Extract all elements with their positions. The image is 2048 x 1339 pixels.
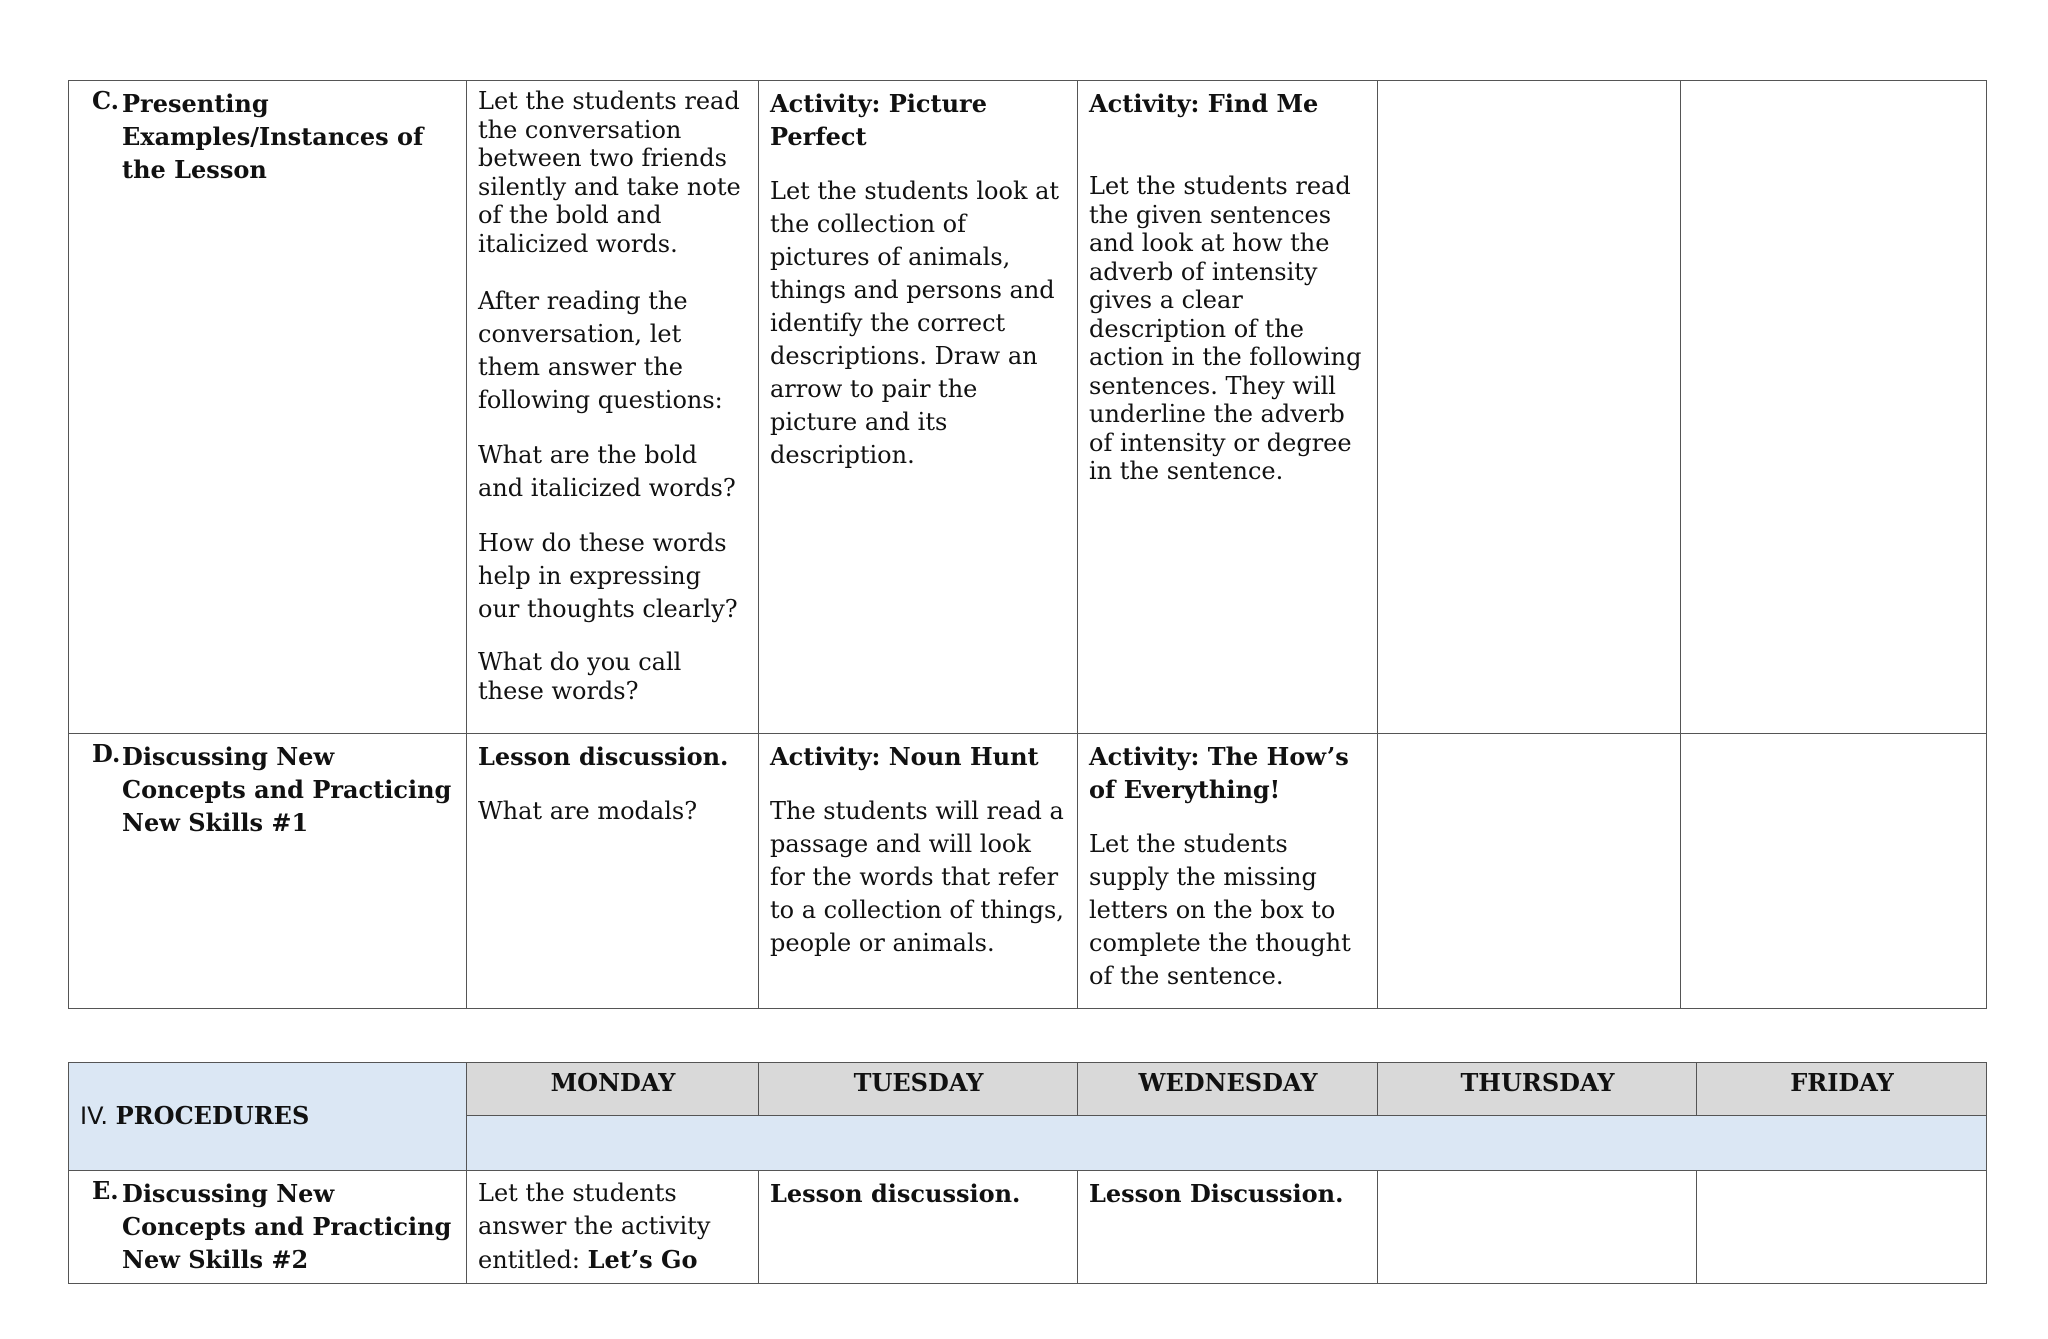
cell-d-monday-title: Lesson discussion. — [478, 742, 729, 771]
cell-d-friday — [1681, 734, 1987, 1009]
cell-c-monday-p2: After reading the conversation, let them answer the following questions: — [478, 287, 723, 414]
lesson-plan-table-top — [68, 80, 1987, 1009]
cell-d-monday — [467, 734, 759, 1009]
cell-e-friday — [1697, 1171, 1987, 1284]
row-label-d — [69, 734, 467, 1009]
day-header-monday: MONDAY — [467, 1063, 759, 1116]
cell-c-monday-p3: What are the bold and italicized words? — [478, 441, 736, 502]
day-header-row — [69, 1063, 1987, 1116]
procedures-roman: IV. — [80, 1102, 109, 1131]
cell-d-tuesday-body: The students will read a passage and will look for the words that refer to a collection of things, people or animals. — [770, 797, 1064, 957]
cell-c-monday-p4: How do these words help in expressing our thoughts clearly? — [478, 529, 738, 623]
cell-e-tuesday: Lesson discussion. — [759, 1171, 1078, 1284]
row-label-e — [69, 1171, 467, 1284]
cell-e-monday-text: Let the students answer the activity entitled: — [478, 1179, 711, 1274]
cell-c-tuesday-title: Activity: Picture Perfect — [770, 89, 987, 151]
cell-e-monday-bold: Let’s Go — [587, 1245, 698, 1274]
procedures-label: PROCEDURES — [115, 1101, 310, 1131]
table-row-c — [69, 81, 1987, 734]
cell-e-wednesday: Lesson Discussion. — [1078, 1171, 1378, 1284]
cell-d-wednesday-title: Activity: The How’s of Everything! — [1089, 742, 1349, 804]
cell-c-thursday — [1378, 81, 1681, 734]
cell-d-wednesday — [1078, 734, 1378, 1009]
cell-d-tuesday-title: Activity: Noun Hunt — [770, 742, 1039, 771]
day-header-thursday: THURSDAY — [1378, 1063, 1697, 1116]
day-header-tuesday: TUESDAY — [759, 1063, 1078, 1116]
cell-d-tuesday — [759, 734, 1078, 1009]
lesson-plan-table-procedures — [68, 1062, 1987, 1284]
day-header-wednesday: WEDNESDAY — [1078, 1063, 1378, 1116]
procedures-band — [467, 1116, 1987, 1171]
cell-c-tuesday — [759, 81, 1078, 734]
table-row-d — [69, 734, 1987, 1009]
procedures-header — [69, 1063, 467, 1171]
cell-e-thursday — [1378, 1171, 1697, 1284]
cell-d-wednesday-body: Let the students supply the missing letters on the box to complete the thought of the sentence. — [1089, 830, 1351, 990]
cell-d-monday-body: What are modals? — [478, 797, 698, 825]
cell-c-monday-p5: What do you call these words? — [478, 648, 682, 705]
table-row-e — [69, 1171, 1987, 1284]
cell-c-friday — [1681, 81, 1987, 734]
cell-c-tuesday-body: Let the students look at the collection of pictures of animals, things and persons and identify the correct descriptions. Draw an arrow to pair the picture and its description. — [770, 177, 1060, 469]
row-title-d: Discussing New Concepts and Practicing New Skills #1 — [122, 742, 452, 837]
cell-c-wednesday-body: Let the students read the given sentences and look at how the adverb of intensity gives a clear description of the action in the following sentences. They will underline the adverb of intensity or degree in the sentence. — [1089, 172, 1362, 485]
cell-c-wednesday-title: Activity: Find Me — [1089, 89, 1319, 118]
row-letter-d: D. — [92, 739, 121, 768]
cell-c-wednesday — [1078, 81, 1378, 734]
cell-c-monday-p1: Let the students read the conversation between two friends silently and take note of the bold and italicized words. — [478, 87, 741, 258]
row-title-c: Presenting Examples/Instances of the Lesson — [122, 89, 424, 184]
day-header-friday: FRIDAY — [1697, 1063, 1987, 1116]
row-letter-c: C. — [92, 86, 120, 115]
row-letter-e: E. — [92, 1176, 119, 1205]
cell-d-thursday — [1378, 734, 1681, 1009]
row-title-e: Discussing New Concepts and Practicing New Skills #2 — [122, 1179, 452, 1274]
cell-e-monday — [467, 1171, 759, 1284]
cell-c-monday — [467, 81, 759, 734]
row-label-c — [69, 81, 467, 734]
